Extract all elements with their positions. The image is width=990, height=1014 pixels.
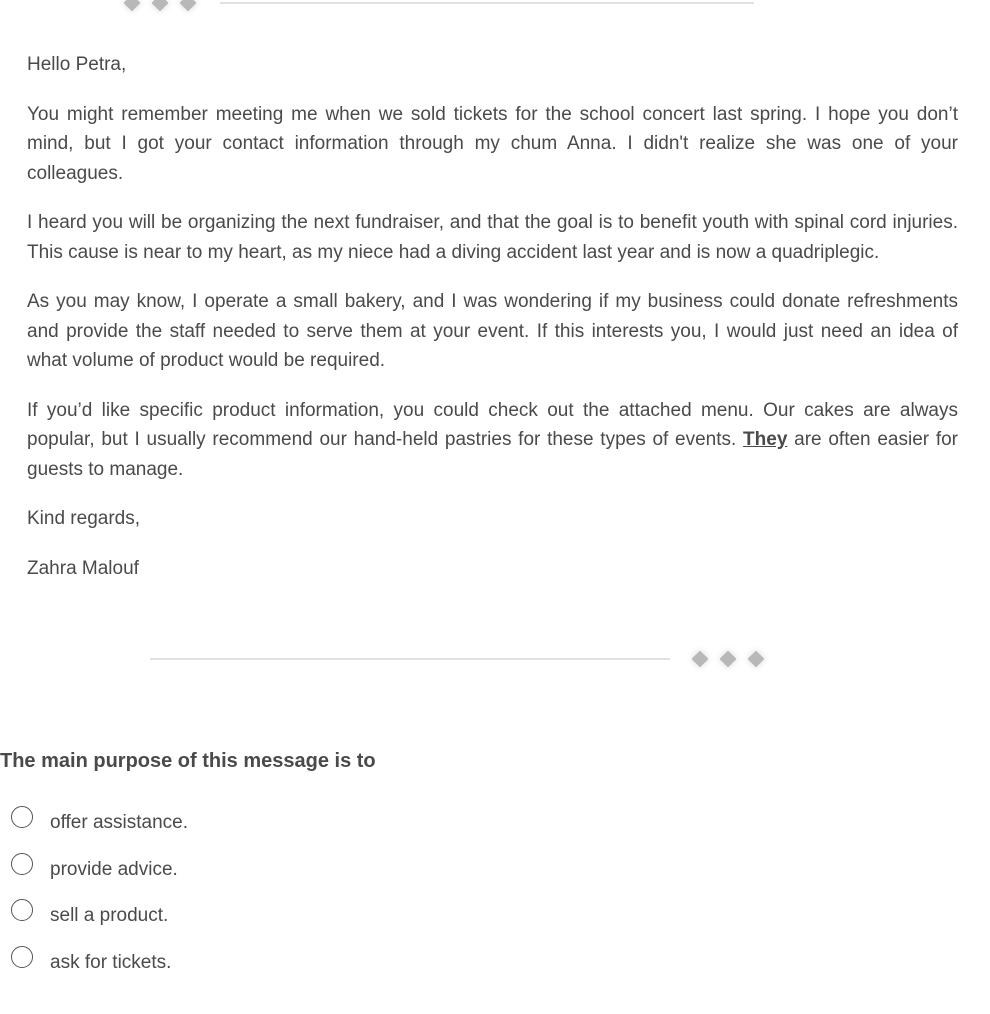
diamond-icon xyxy=(152,0,169,11)
diamond-icon xyxy=(692,651,709,668)
divider-line xyxy=(220,2,754,4)
underlined-word: They xyxy=(743,429,788,450)
letter-closing: Kind regards, xyxy=(27,508,141,529)
diamond-icon xyxy=(748,651,765,668)
diamond-icon xyxy=(124,0,141,11)
radio-button[interactable] xyxy=(11,946,33,968)
diamond-icon xyxy=(180,0,197,11)
paragraph-text: If you’d like specific product information, you could check out the attached menu. Our cakes are always popular, but I usually recommend our hand-held pastries for these types of events. xyxy=(27,399,958,450)
answer-option-label: sell a product. xyxy=(50,905,169,927)
ornament-divider-bottom xyxy=(148,644,772,674)
paragraph-text: are often easier for guests to manage. xyxy=(27,429,959,480)
letter-signature: Zahra Malouf xyxy=(27,557,139,579)
letter-paragraph: I heard you will be organizing the next fundraiser, and that the goal is to benefit youth with spinal cord injuries. This cause is near to my heart, as my niece had a diving accident last year and is now a quadriplegic. xyxy=(27,212,958,263)
letter-body xyxy=(27,50,958,603)
answer-option-label: provide advice. xyxy=(50,858,178,880)
answer-option-1[interactable] xyxy=(11,798,611,845)
answer-option-2[interactable] xyxy=(11,845,611,892)
radio-button[interactable] xyxy=(11,806,33,828)
answer-option-4[interactable] xyxy=(11,938,611,985)
letter-paragraph: You might remember meeting me when we sold tickets for the school concert last spring. I hope you don’t mind, but I got your contact information through my chum Anna. I didn't realize she was one of your colleagues. xyxy=(27,103,958,184)
question-prompt: The main purpose of this message is to xyxy=(0,750,376,772)
answer-option-label: offer assistance. xyxy=(50,812,189,834)
answer-option-3[interactable] xyxy=(11,891,611,938)
ornament-divider-top xyxy=(118,0,758,18)
letter-greeting: Hello Petra, xyxy=(27,54,127,75)
radio-button[interactable] xyxy=(11,899,33,921)
radio-button[interactable] xyxy=(11,853,33,875)
diamond-icon xyxy=(720,651,737,668)
answer-options xyxy=(11,798,611,984)
divider-line xyxy=(150,658,670,660)
letter-paragraph xyxy=(27,396,958,485)
answer-option-label: ask for tickets. xyxy=(50,951,172,973)
letter-paragraph: As you may know, I operate a small bakery, and I was wondering if my business could donate refreshments and provide the staff needed to serve them at your event. If this interests you, I would just need an idea of what volume of product would be required. xyxy=(27,291,958,371)
